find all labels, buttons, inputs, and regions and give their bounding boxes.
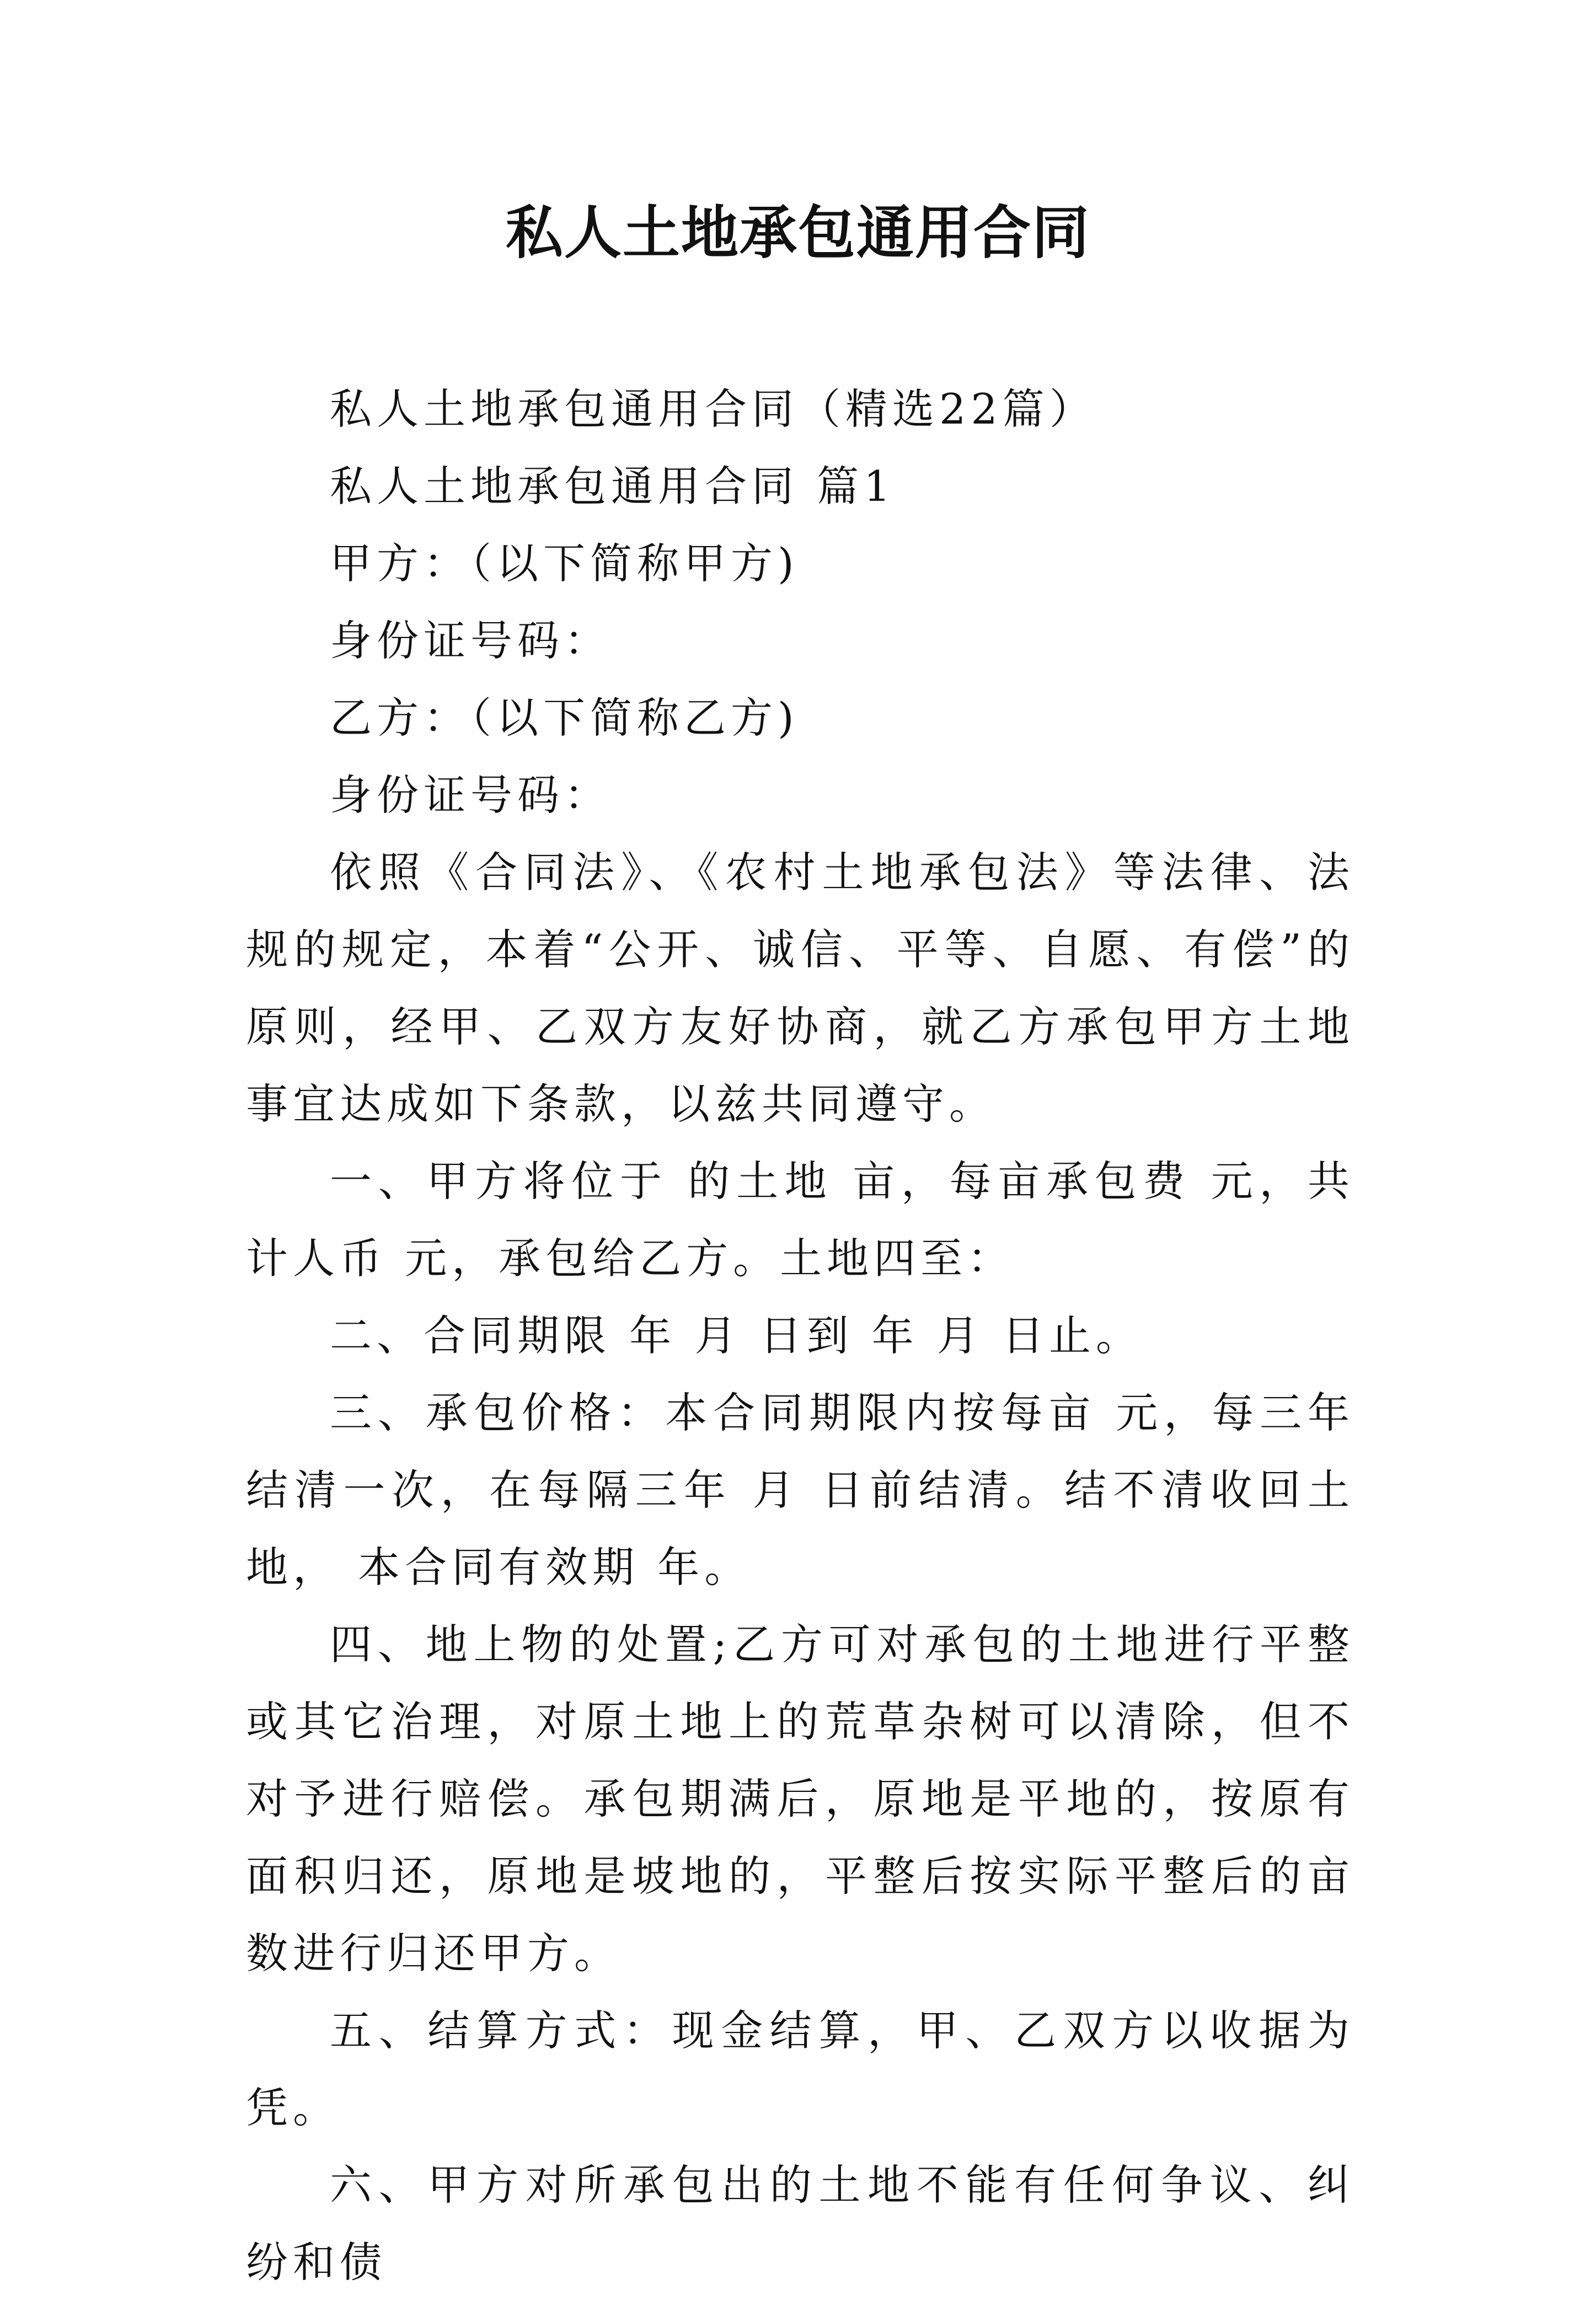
paragraph-party-b-id: 身份证号码：: [330, 770, 611, 820]
paragraph-clause-5: 五、结算方式：现金结算，甲、乙双方以收据为凭。: [246, 2006, 1354, 2132]
paragraph-party-a: 甲方：（以下简称甲方): [330, 539, 799, 588]
paragraph-clause-6: 六、甲方对所承包出的土地不能有任何争议、纠纷和债: [246, 2160, 1354, 2287]
document-title: 私人土地承包通用合同: [505, 199, 1090, 266]
paragraph-clause-1: 一、甲方将位于 的土地 亩，每亩承包费 元，共计人币 元，承包给乙方。土地四至：: [246, 1157, 1354, 1283]
paragraph-section-heading: 私人土地承包通用合同 篇1: [330, 462, 896, 511]
paragraph-party-a-id: 身份证号码：: [330, 616, 611, 665]
paragraph-preamble: 依照《合同法》、《农村土地承包法》等法律、法规的规定，本着“公开、诚信、平等、自愿、有偿”的原则，经甲、乙双方友好协商，就乙方承包甲方土地事宜达成如下条款，以兹共同遵守。: [246, 848, 1354, 1128]
document-body: [246, 371, 1354, 2301]
paragraph-party-b: 乙方：（以下简称乙方): [330, 693, 799, 742]
paragraph-clause-3: 三、承包价格：本合同期限内按每亩 元，每三年结清一次，在每隔三年 月 日前结清。结不清收回土地， 本合同有效期 年。: [246, 1388, 1354, 1592]
paragraph-subtitle: 私人土地承包通用合同（精选22篇）: [330, 384, 1096, 434]
paragraph-clause-4: 四、地上物的处置;乙方可对承包的土地进行平整或其它治理，对原土地上的荒草杂树可以清除，但不对予进行赔偿。承包期满后，原地是平地的，按原有面积归还，原地是坡地的，平整后按实际平整后的亩数进行归还甲方。: [246, 1620, 1354, 1978]
paragraph-clause-2: 二、合同期限 年 月 日到 年 月 日止。: [330, 1311, 1143, 1360]
